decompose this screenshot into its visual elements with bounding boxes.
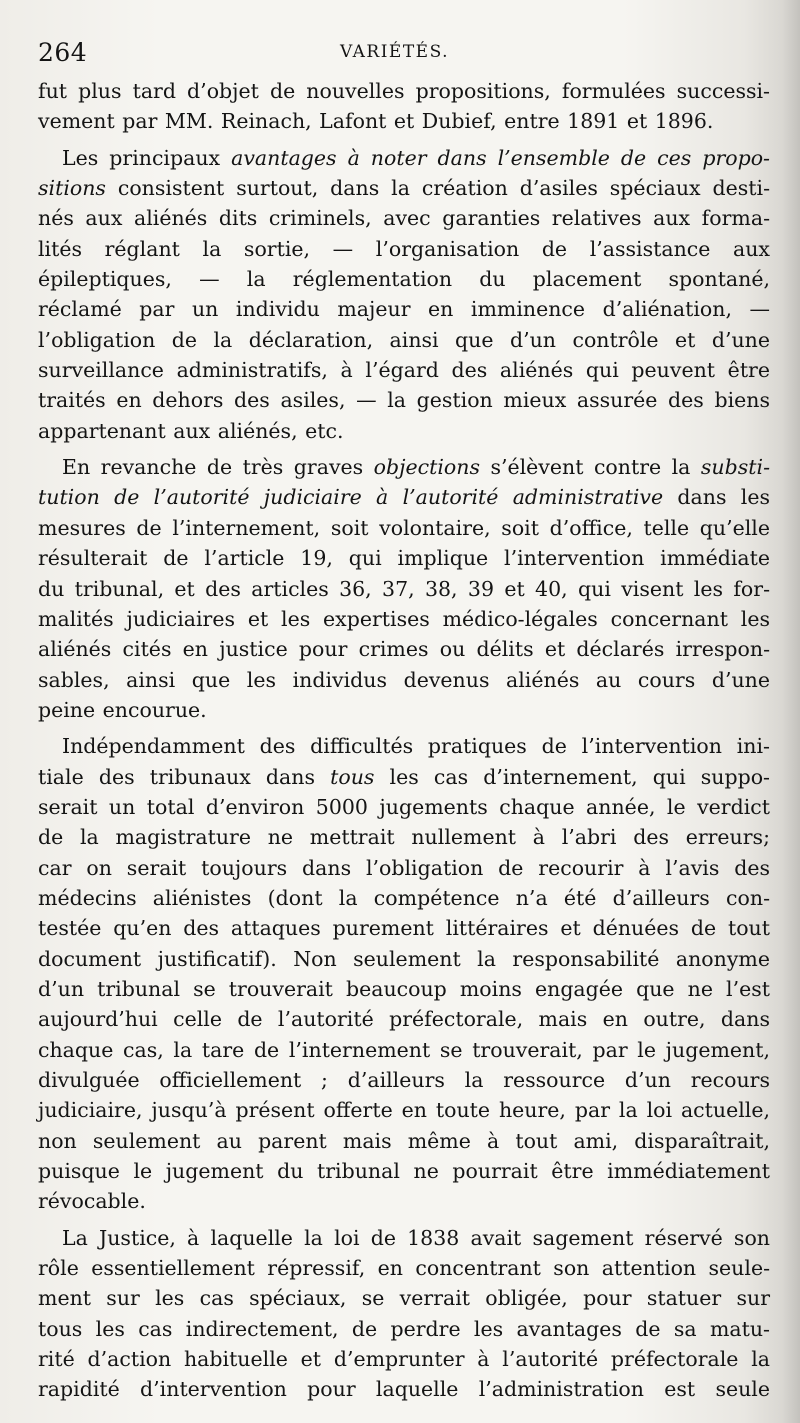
text-line xyxy=(38,513,770,543)
text-line xyxy=(38,1223,770,1253)
body-text xyxy=(38,76,770,1405)
paragraph xyxy=(38,731,770,1217)
text-line xyxy=(38,731,770,761)
text-line xyxy=(38,792,770,822)
italic-text: objections xyxy=(373,455,480,480)
text-line xyxy=(38,385,770,415)
text-line xyxy=(38,1065,770,1095)
text-segment: d’un tribunal se trouverait beaucoup moins engagée que ne l’est xyxy=(38,976,770,1001)
text-segment: appartenant aux aliénés, etc. xyxy=(38,418,344,443)
italic-text: tous xyxy=(330,764,375,789)
text-segment: chaque cas, la tare de l’internement se trouverait, par le jugement, xyxy=(38,1037,770,1062)
text-segment: réclamé par un individu majeur en imminence d’aliénation, — xyxy=(38,297,770,322)
italic-text: substi- xyxy=(700,455,770,480)
text-line xyxy=(38,1004,770,1034)
text-line xyxy=(38,1283,770,1313)
text-segment: rôle essentiellement répressif, en concentrant son attention seule- xyxy=(38,1256,770,1281)
italic-text: sitions xyxy=(38,176,106,201)
text-line xyxy=(38,1344,770,1374)
text-line xyxy=(38,913,770,943)
text-segment: aliénés cités en justice pour crimes ou délits et déclarés irrespon- xyxy=(38,637,770,662)
text-segment: s’élèvent contre la xyxy=(479,455,701,480)
text-segment: dans les xyxy=(663,485,770,510)
text-segment: du tribunal, et des articles 36, 37, 38, 39 et 40, qui visent les for- xyxy=(38,576,770,601)
text-segment: En revanche de très graves xyxy=(62,455,374,480)
italic-text: tution de l’autorité judiciaire à l’autorité administrative xyxy=(38,485,664,510)
text-line xyxy=(38,853,770,883)
paragraph xyxy=(38,452,770,725)
text-segment: épileptiques, — la réglementation du placement spontané, xyxy=(38,267,770,292)
text-segment: surveillance administratifs, à l’égard des aliénés qui peuvent être xyxy=(38,358,770,383)
text-segment: résulterait de l’article 19, qui implique l’intervention immédiate xyxy=(38,546,770,571)
text-line xyxy=(38,883,770,913)
text-segment: ment sur les cas spéciaux, se verrait obligée, pour statuer sur xyxy=(38,1286,770,1311)
text-line xyxy=(38,1253,770,1283)
text-segment: aujourd’hui celle de l’autorité préfectorale, mais en outre, dans xyxy=(38,1007,770,1032)
text-line xyxy=(38,1095,770,1125)
text-line xyxy=(38,355,770,385)
text-segment: les cas d’internement, qui suppo- xyxy=(374,764,770,789)
text-segment: peine encourue. xyxy=(38,697,207,722)
text-segment: mesures de l’internement, soit volontaire, soit d’office, telle qu’elle xyxy=(38,515,770,540)
text-segment: divulguée officiellement ; d’ailleurs la ressource d’un recours xyxy=(38,1068,770,1092)
paragraph xyxy=(38,76,770,137)
text-line xyxy=(38,974,770,1004)
text-segment: malités judiciaires et les expertises médico-légales concernant les xyxy=(38,606,770,631)
text-segment: judiciaire, jusqu’à présent offerte en toute heure, par la loi actuelle, xyxy=(38,1098,770,1123)
text-line xyxy=(38,762,770,792)
text-segment: puisque le jugement du tribunal ne pourrait être immédiatement xyxy=(38,1159,770,1184)
text-line xyxy=(38,325,770,355)
text-segment: testée qu’en des attaques purement littéraires et dénuées de tout xyxy=(38,916,770,941)
text-segment: vement par MM. Reinach, Lafont et Dubief, entre 1891 et 1896. xyxy=(38,109,714,134)
text-segment: révocable. xyxy=(38,1189,146,1214)
paragraph xyxy=(38,143,770,446)
text-segment: non seulement au parent mais même à tout ami, disparaîtrait, xyxy=(38,1128,770,1153)
text-line xyxy=(38,452,770,482)
text-segment: tiale des tribunaux dans xyxy=(38,764,331,789)
text-line xyxy=(38,1035,770,1065)
text-segment: document justificatif). Non seulement la responsabilité anonyme xyxy=(38,946,770,971)
text-segment: de la magistrature ne mettrait nullement à l’abri des erreurs; xyxy=(38,825,770,850)
text-line xyxy=(38,695,770,725)
section-title: VARIÉTÉS. xyxy=(340,42,450,62)
text-segment: sables, ainsi que les individus devenus aliénés au cours d’une xyxy=(38,667,770,692)
text-segment: rité d’action habituelle et d’emprunter à l’autorité préfectorale la xyxy=(38,1347,770,1372)
text-line xyxy=(38,294,770,324)
text-line xyxy=(38,416,770,446)
running-head xyxy=(0,28,800,68)
text-line xyxy=(38,665,770,695)
text-line xyxy=(38,822,770,852)
text-line xyxy=(38,143,770,173)
text-segment: Les principaux xyxy=(62,145,232,170)
page-number: 264 xyxy=(38,38,88,67)
page-edge-shadow xyxy=(782,0,800,1423)
text-line xyxy=(38,1156,770,1186)
text-segment: consistent surtout, dans la création d’asiles spéciaux desti- xyxy=(105,176,770,201)
text-line xyxy=(38,1126,770,1156)
text-line xyxy=(38,1314,770,1344)
text-line xyxy=(38,1186,770,1216)
text-segment: médecins aliénistes (dont la compétence n’a été d’ailleurs con- xyxy=(38,885,770,910)
text-line xyxy=(38,203,770,233)
text-line xyxy=(38,634,770,664)
text-line xyxy=(38,173,770,203)
text-line xyxy=(38,264,770,294)
text-line xyxy=(38,944,770,974)
text-line xyxy=(38,604,770,634)
text-segment: l’obligation de la déclaration, ainsi que d’un contrôle et d’une xyxy=(38,327,770,352)
text-segment: car on serait toujours dans l’obligation de recourir à l’avis des xyxy=(38,855,770,880)
paragraph xyxy=(38,1223,770,1405)
text-segment: tous les cas indirectement, de perdre les avantages de sa matu- xyxy=(38,1316,770,1341)
text-line xyxy=(38,574,770,604)
text-segment: La Justice, à laquelle la loi de 1838 avait sagement réservé son xyxy=(62,1225,770,1250)
text-line xyxy=(38,482,770,512)
text-line xyxy=(38,543,770,573)
text-segment: fut plus tard d’objet de nouvelles propositions, formulées successi- xyxy=(38,79,770,103)
text-segment: rapidité d’intervention pour laquelle l’administration est seule xyxy=(38,1377,770,1402)
text-segment: lités réglant la sortie, — l’organisation de l’assistance aux xyxy=(38,236,770,261)
text-line xyxy=(38,234,770,264)
text-line xyxy=(38,106,770,136)
text-line xyxy=(38,1374,770,1404)
italic-text: avantages à noter dans l’ensemble de ces propo- xyxy=(231,145,770,170)
text-segment: Indépendamment des difficultés pratiques de l’intervention ini- xyxy=(62,734,770,759)
text-segment: serait un total d’environ 5000 jugements chaque année, le verdict xyxy=(38,794,770,819)
text-segment: nés aux aliénés dits criminels, avec garanties relatives aux forma- xyxy=(38,206,770,231)
text-line xyxy=(38,76,770,106)
text-segment: traités en dehors des asiles, — la gestion mieux assurée des biens xyxy=(38,388,770,413)
